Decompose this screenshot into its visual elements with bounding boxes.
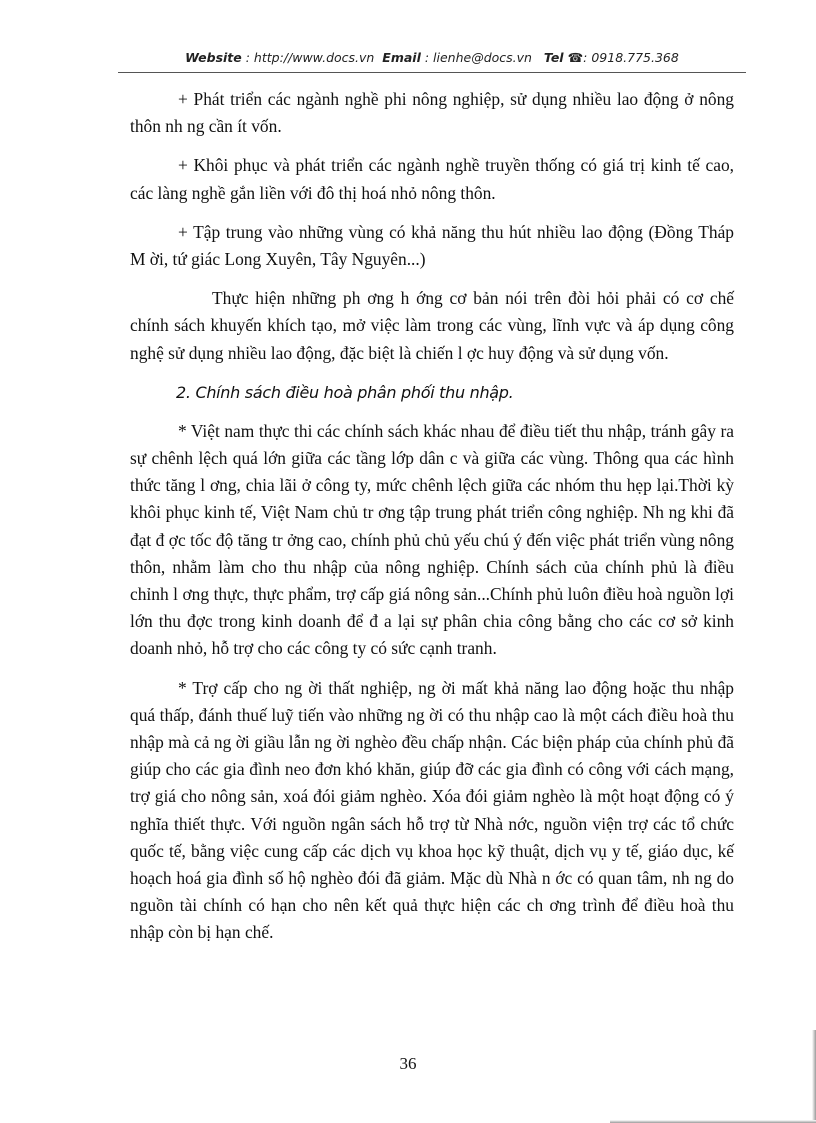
tel-value: : 0918.775.368 bbox=[583, 50, 679, 65]
email-label: Email bbox=[382, 50, 421, 65]
page-edge-shadow bbox=[812, 1030, 816, 1123]
paragraph-1: + Phát triển các ngành nghề phi nông nghiệp, sử dụng nhiều lao động ở nông thôn nh ng cần ít vốn. bbox=[130, 89, 734, 137]
website-value: : http://www.docs.vn bbox=[245, 50, 375, 65]
paragraph-2: + Khôi phục và phát triển các ngành nghề truyền thống có giá trị kinh tế cao, các làng nghề gắn liền với đô thị hoá nhỏ nông thôn. bbox=[130, 155, 734, 203]
page-number: 36 bbox=[399, 1054, 417, 1073]
document-body bbox=[130, 86, 734, 947]
paragraph-5: * Việt nam thực thi các chính sách khác nhau để điều tiết thu nhập, tránh gây ra sự chênh lệch quá lớn giữa các tầng lớp dân c và giữa các vùng. Thông qua các hình thức tăng l ơng, chia lãi ở công ty, mức chênh lệch giữa các nhóm thu hẹp lại.Thời kỳ khôi phục kinh tế, Việt Nam chủ tr ơng tập trung phát triển công nghiệp. Nh ng khi đã đạt đ ợc tốc độ tăng tr ởng cao, chính phủ chủ yếu chú ý đến việc phát triển vùng nông thôn, nhằm làm cho thu nhập của nông nghiệp. Chính sách của chính phủ là điều chỉnh l ơng thực, thực phẩm, trợ cấp giá nông sản...Chính phủ luôn điều hoà nguồn lợi lớn thu đợc trong kinh doanh để đ a lại sự phân chia công bằng cho các cơ sở kinh doanh nhỏ, hỗ trợ cho các công ty có sức cạnh tranh. bbox=[130, 420, 734, 659]
phone-icon: ☎ bbox=[567, 50, 584, 65]
paragraph-4: Thực hiện những ph ơng h ớng cơ bản nói trên đòi hỏi phải có cơ chế chính sách khuyến khích tạo, mở việc làm trong các vùng, lĩnh vực và áp dụng công nghệ sử dụng nhiều lao động, đặc biệt là chiến l ợc huy động và sử dụng vốn. bbox=[130, 288, 734, 363]
tel-label: Tel bbox=[543, 50, 564, 65]
paragraph-3: + Tập trung vào những vùng có khả năng thu hút nhiều lao động (Đồng Tháp M ời, tứ giác Long Xuyên, Tây Nguyên...) bbox=[130, 221, 734, 270]
email-value: : lienhe@docs.vn bbox=[424, 50, 532, 65]
website-label: Website bbox=[185, 50, 242, 65]
paragraph-6: * Trợ cấp cho ng ời thất nghiệp, ng ời mất khả năng lao động hoặc thu nhập quá thấp, đánh thuế luỹ tiến vào những ng ời có thu nhập cao là một cách điều hoà thu nhập mà cả ng ời giầu lẫn ng ời nghèo đều chấp nhận. Các biện pháp của chính phủ đã giúp cho các gia đình neo đơn khó khăn, giúp đỡ các gia đình có công với cách mạng, trợ giá cho nông sản, xoá đói giảm nghèo. Xóa đói giảm nghèo là một hoạt động có ý nghĩa thiết thực. Với nguồn ngân sách hỗ trợ từ Nhà nớc, nguồn viện trợ các tổ chức quốc tế, bằng việc cung cấp các dịch vụ khoa học kỹ thuật, dịch vụ y tế, giáo dục, kế hoạch hoá gia đình số hộ nghèo đói đã giảm. Mặc dù Nhà n ớc có quan tâm, nh ng do nguồn tài chính có hạn cho nên kết quả thực hiện các ch ơng trình để điều hoà thu nhập còn bị hạn chế. bbox=[130, 677, 734, 943]
page-header bbox=[118, 50, 746, 72]
header-divider bbox=[118, 72, 746, 73]
section-heading: 2. Chính sách điều hoà phân phối thu nhập. bbox=[176, 382, 514, 402]
